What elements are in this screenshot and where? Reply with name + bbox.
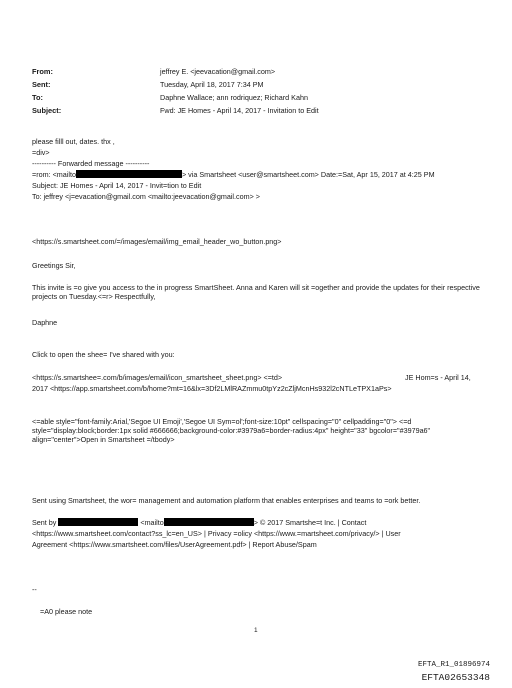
from-label: From:	[32, 67, 53, 76]
forwarded-from-suffix: > via Smartsheet <user@smartsheet.com> Date:=Sat, Apr 15, 2017 at 4:25 PM	[181, 170, 435, 179]
sent-by-prefix: Sent by	[32, 518, 57, 527]
contact-privacy-links[interactable]: <https://www.smartsheet.com/contact?ss_lc=en_US> | Privacy =olicy <https://www.=martsheet.com/privacy/> | User	[32, 529, 401, 538]
sheet-icon-link[interactable]: <https://s.smartshee=.com/b/images/email/icon_smartsheet_sheet.png> <=td>	[32, 373, 283, 382]
forwarded-marker: ---------- Forwarded message ----------	[32, 159, 150, 168]
sent-label: Sent:	[32, 80, 51, 89]
page-number: 1	[254, 627, 258, 634]
signoff-name: Daphne	[32, 318, 58, 327]
greeting-text: Greetings Sir,	[32, 261, 76, 270]
document-id-large: EFTA02653348	[421, 672, 490, 683]
forwarded-subject-line: Subject: JE Homes - April 14, 2017 - Invit=tion to Edit	[32, 181, 202, 190]
subject-value: Fwd: JE Homes - April 14, 2017 - Invitation to Edit	[160, 106, 319, 115]
from-value: jeffrey E. <jeevacation@gmail.com>	[160, 67, 276, 76]
sheet-home-link[interactable]: 2017 <https://app.smartsheet.com/b/home?mt=16&lx=3Df2LMlRAZmmu0tpYz2cZljMcnHs932l2cNTLeTPX1aPs>	[32, 384, 392, 393]
redaction-box	[58, 518, 138, 526]
agreement-links[interactable]: Agreement <https://www.smartsheet.com/files/UserAgreement.pdf> | Report Abuse/Spam	[32, 540, 317, 549]
forwarded-from-line	[32, 170, 435, 179]
redaction-box	[76, 170, 182, 178]
forwarded-to-line: To: jeffrey <j=evacation@gmail.com <mailto:jeevacation@gmail.com> >	[32, 192, 260, 201]
sheet-title-text: JE Hom=s - April 14,	[405, 373, 471, 382]
document-id-small: EFTA_R1_01896974	[417, 661, 490, 669]
click-instruction: Click to open the shee= I've shared with you:	[32, 350, 175, 359]
sent-by-mailto: <mailto	[140, 518, 164, 527]
sent-using-text: Sent using Smartsheet, the wor= management and automation platform that enables enterprises and teams to =ork better.	[32, 496, 421, 505]
invite-paragraph: This invite is =o give you access to the in progress SmartSheet. Anna and Karen will sit =ogether and provide the updates for their respective projects on Tuesday.<=r> Respectfully,	[32, 283, 480, 301]
forwarded-from-prefix: =rom: <mailto	[32, 170, 76, 179]
header-image-link[interactable]: <https://s.smartsheet.com/=/images/email/img_email_header_wo_button.png>	[32, 237, 282, 246]
signature-dashes: --	[32, 585, 37, 594]
intro-text: please filll out, dates. thx ,	[32, 137, 115, 146]
table-code-text: <=able style="font-family:Arial,'Segoe UI Emoji','Segoe UI Sym=ol';font-size:10pt" cellspacing="0" cellpadding="0"> <=d style="display:block;border:1px solid #666666;background-color:#3979a6=border-radius:4px" height="33" bgcolor="#3979a6" align="center">Open in Smartsheet =/tbody>	[32, 417, 431, 444]
to-label: To:	[32, 93, 43, 102]
subject-label: Subject:	[32, 106, 62, 115]
closing-note: =A0 please note	[40, 607, 93, 616]
sent-by-line	[32, 518, 366, 527]
div-text: =div>	[32, 148, 50, 157]
sent-value: Tuesday, April 18, 2017 7:34 PM	[160, 80, 264, 89]
sent-by-suffix: > © 2017 Smartshe=t Inc. | Contact	[253, 518, 367, 527]
to-value: Daphne Wallace; ann rodriquez; Richard Kahn	[160, 93, 308, 102]
redaction-box	[164, 518, 254, 526]
